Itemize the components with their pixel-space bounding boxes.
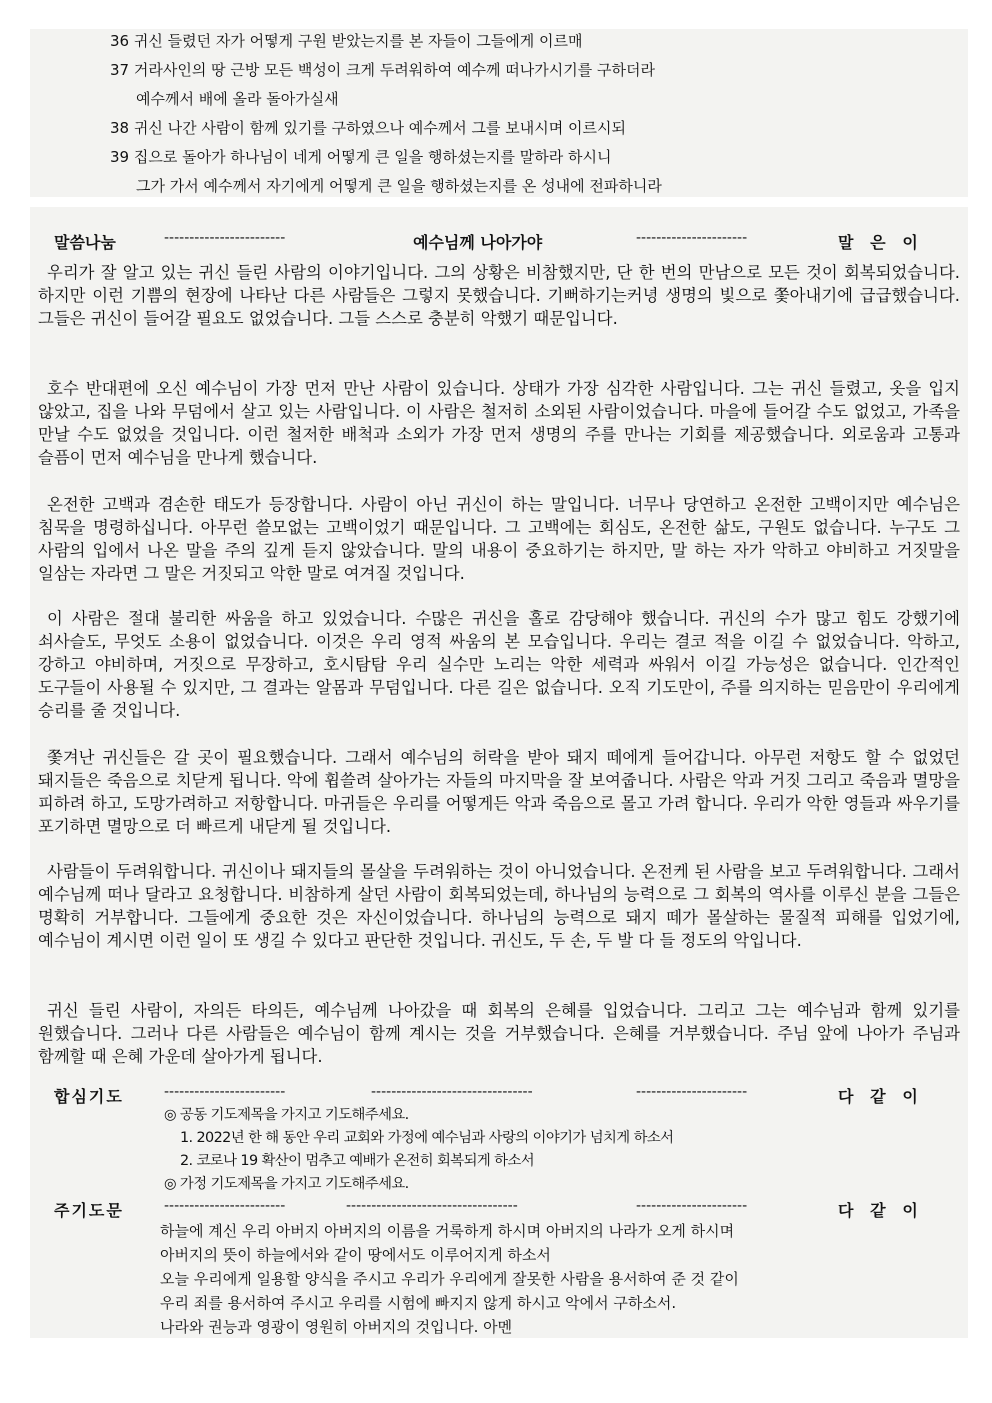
prayer-dash-c: ---------------------- xyxy=(636,1084,748,1100)
prayer-dash-a: ------------------------ xyxy=(164,1084,286,1100)
sermon-dash-right: ---------------------- xyxy=(636,230,748,246)
lords-prayer-dash-a: ------------------------ xyxy=(164,1198,286,1214)
sermon-label: 말씀나눔 xyxy=(54,233,116,252)
lords-prayer-line: 오늘 우리에게 일용할 양식을 주시고 우리가 우리에게 잘못한 사람을 용서하여 준 것 같이 xyxy=(160,1270,739,1288)
sermon-paragraph: 호수 반대편에 오신 예수님이 가장 먼저 만난 사람이 있습니다. 상태가 가장 심각한 사람입니다. 그는 귀신 들렸고, 옷을 입지 않았고, 집을 나와 무덤에서 살고 있는 사람입니다. 이 사람은 철저히 소외된 사람이었습니다. 마을에 들어갈 수도 없었고, 가족을 만날 수도 없었을 것입니다. 이런 철저한 배척과 소외가 가장 먼저 생명의 주를 만나는 기회를 제공했습니다. 외로움과 고통과 슬픔이 먼저 예수님을 만나게 했습니다. xyxy=(38,379,960,467)
lords-prayer-label: 주기도문 xyxy=(54,1201,124,1220)
verse-36: 36 귀신 들렸던 자가 어떻게 구원 받았는지를 본 자들이 그들에게 이르매 xyxy=(110,32,583,50)
sermon-paragraph: 온전한 고백과 겸손한 태도가 등장합니다. 사람이 아닌 귀신이 하는 말입니다. 너무나 당연하고 온전한 고백이지만 예수님은 침묵을 명령하십니다. 아무런 쓸모없는 고백이었기 때문입니다. 그 고백에는 회심도, 온전한 삶도, 구원도 없습니다. 누구도 그 사람의 입에서 나온 말을 주의 깊게 듣지 않았습니다. 말의 내용이 중요하기는 하지만, 말 하는 자가 악하고 야비하고 거짓말을 일삼는 자라면 그 말은 거짓되고 악한 말로 여겨질 것입니다. xyxy=(38,495,961,583)
sermon-title: 예수님께 나아가야 xyxy=(413,233,543,252)
verse-38: 38 귀신 나간 사람이 함께 있기를 구하였으나 예수께서 그를 보내시며 이르시되 xyxy=(110,119,626,137)
family-prayer-heading: ◎ 가정 기도제목을 가지고 기도해주세요. xyxy=(164,1176,409,1192)
lords-prayer-line: 아버지의 뜻이 하늘에서와 같이 땅에서도 이루어지게 하소서 xyxy=(160,1246,551,1264)
prayer-dash-b: -------------------------------- xyxy=(371,1084,533,1100)
verse-39-cont: 그가 가서 예수께서 자기에게 어떻게 큰 일을 행하셨는지를 온 성내에 전파하니라 xyxy=(136,177,662,195)
lords-prayer-line: 하늘에 계신 우리 아버지 아버지의 이름을 거룩하게 하시며 아버지의 나라가 오게 하시며 xyxy=(160,1222,735,1240)
sermon-paragraph: 귀신 들린 사람이, 자의든 타의든, 예수님께 나아갔을 때 회복의 은혜를 입었습니다. 그리고 그는 예수님과 함께 있기를 원했습니다. 그러나 다른 사람들은 예수님이 함께 계시는 것을 거부했습니다. 은혜를 거부했습니다. 주님 앞에 나아가 주님과 함께할 때 은혜 가운데 살아가게 됩니다. xyxy=(38,1001,960,1066)
sermon-paragraph: 사람들이 두려워합니다. 귀신이나 돼지들의 몰살을 두려워하는 것이 아니었습니다. 온전케 된 사람을 보고 두려워합니다. 그래서 예수님께 떠나 달라고 요청합니다. 비참하게 살던 사람이 회복되었는데, 하나님의 능력으로 그 회복의 역사를 이루신 분을 그들은 명확히 거부합니다. 그들에게 중요한 것은 자신이었습니다. 하나님의 능력으로 돼지 떼가 몰살하는 물질적 피해를 입었기에, 예수님이 계시면 이런 일이 또 생길 수 있다고 판단한 것입니다. 귀신도, 두 손, 두 발 다 들 정도의 악입니다. xyxy=(38,862,960,950)
lords-prayer-dash-b: ---------------------------------- xyxy=(346,1198,518,1214)
lords-prayer-line: 나라와 권능과 영광이 영원히 아버지의 것입니다. 아멘 xyxy=(160,1318,513,1336)
sermon-dash-left: ------------------------ xyxy=(164,230,286,246)
lords-prayer-leader: 다 같 이 xyxy=(838,1201,918,1220)
prayer-leader: 다 같 이 xyxy=(838,1087,918,1106)
sermon-paragraph: 우리가 잘 알고 있는 귀신 들린 사람의 이야기입니다. 그의 상황은 비참했지만, 단 한 번의 만남으로 모든 것이 회복되었습니다. 하지만 이런 기쁨의 현장에 나타난 다른 사람들은 그렇지 못했습니다. 기뻐하기는커녕 생명의 빛으로 쫓아내기에 급급했습니다. 그들은 귀신이 들어갈 필요도 없었습니다. 그들 스스로 충분히 악했기 때문입니다. xyxy=(38,263,960,328)
sermon-paragraph: 쫓겨난 귀신들은 갈 곳이 필요했습니다. 그래서 예수님의 허락을 받아 돼지 떼에게 들어갑니다. 아무런 저항도 할 수 없었던 돼지들은 죽음으로 치닫게 됩니다. 악에 휩쓸려 살아가는 자들의 마지막을 잘 보여줍니다. 사람은 악과 거짓 그리고 죽음과 멸망을 피하려 하고, 도망가려하고 저항합니다. 마귀들은 우리를 어떻게든 악과 죽음으로 몰고 가려 합니다. 우리가 악한 영들과 싸우기를 포기하면 멸망으로 더 빠르게 내닫게 될 것입니다. xyxy=(38,748,960,836)
verse-37-cont: 예수께서 배에 올라 돌아가실새 xyxy=(136,90,339,108)
lords-prayer-dash-c: ---------------------- xyxy=(636,1198,748,1214)
verse-37: 37 거라사인의 땅 근방 모든 백성이 크게 두려워하여 예수께 떠나가시기를 구하더라 xyxy=(110,61,655,79)
prayer-label: 합심기도 xyxy=(54,1087,124,1106)
common-prayer-heading: ◎ 공동 기도제목을 가지고 기도해주세요. xyxy=(164,1107,409,1123)
prayer-item: 1. 2022년 한 해 동안 우리 교회와 가정에 예수님과 사랑의 이야기가 넘치게 하소서 xyxy=(180,1130,674,1146)
lords-prayer-line: 우리 죄를 용서하여 주시고 우리를 시험에 빠지지 않게 하시고 악에서 구하소서. xyxy=(160,1294,677,1312)
prayer-item: 2. 코로나 19 확산이 멈추고 예배가 온전히 회복되게 하소서 xyxy=(180,1153,535,1169)
scripture-box xyxy=(30,29,968,197)
sermon-speaker: 말 은 이 xyxy=(838,233,918,252)
sermon-paragraph: 이 사람은 절대 불리한 싸움을 하고 있었습니다. 수많은 귀신을 홀로 감당해야 했습니다. 귀신의 수가 많고 힘도 강했기에 쇠사슬도, 무엇도 소용이 없었습니다. 이것은 우리 영적 싸움의 본 모습입니다. 우리는 결코 적을 이길 수 없었습니다. 악하고, 강하고 야비하며, 거짓으로 무장하고, 호시탐탐 우리 실수만 노리는 악한 세력과 싸워서 이길 가능성은 없습니다. 인간적인 도구들이 사용될 수 있지만, 그 결과는 알몸과 무덤입니다. 다른 길은 없습니다. 오직 기도만이, 주를 의지하는 믿음만이 우리에게 승리를 줄 것입니다. xyxy=(38,609,960,720)
verse-39: 39 집으로 돌아가 하나님이 네게 어떻게 큰 일을 행하셨는지를 말하라 하시니 xyxy=(110,148,612,166)
